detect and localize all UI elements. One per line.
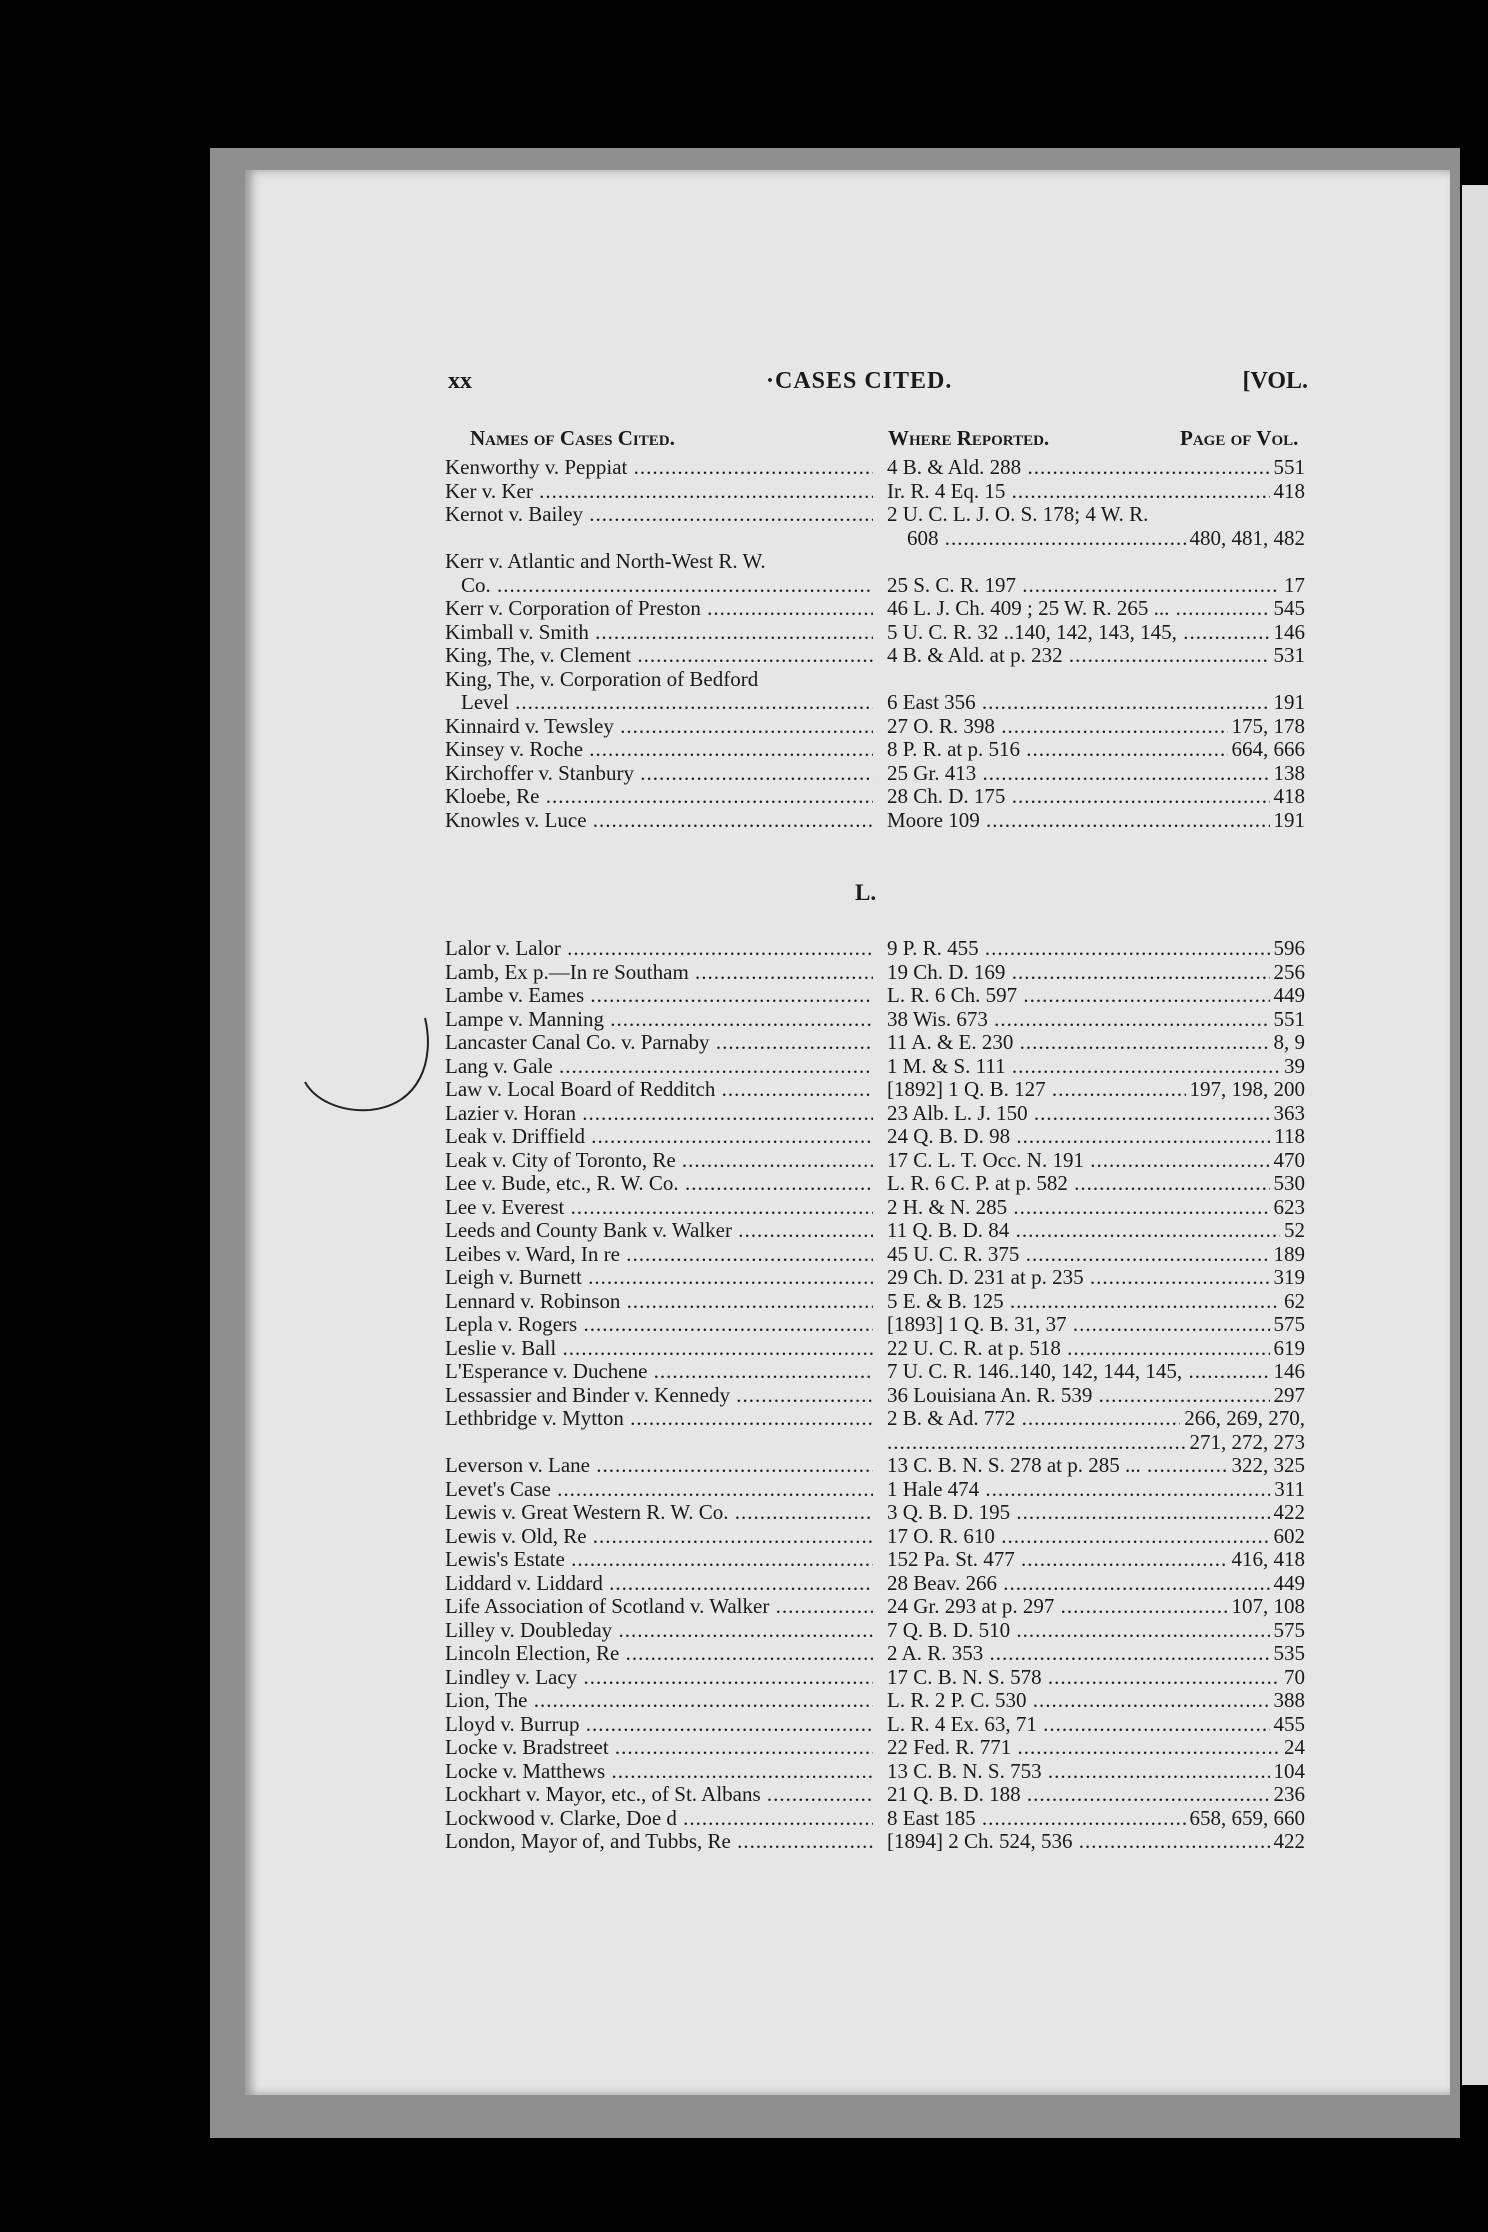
table-row [445,1384,1305,1408]
where-reported: L. R. 2 P. C. 530 ..... [887,1689,1305,1713]
volume-marker: [VOL. [1242,368,1308,394]
page-of-volume: 271, 272, 273 [1186,1431,1306,1455]
table-row [445,1807,1305,1831]
where-reported: 2 B. & Ad. 772 ..... [887,1407,1305,1431]
page-of-volume: 480, 481, 482 [1186,527,1306,551]
case-name: Leibes v. Ward, In re ..... [445,1243,873,1267]
where-reported: 6 East 356 ..... [887,691,1305,715]
where-reported: 4 B. & Ald. 288 ..... [887,456,1305,480]
table-row [445,1760,1305,1784]
case-name: Leak v. Driffield ..... [445,1125,873,1149]
where-reported: 2 A. R. 353 ..... [887,1642,1305,1666]
case-name: Lockwood v. Clarke, Doe d ..... [445,1807,873,1831]
page-of-volume: 236 [1270,1783,1306,1807]
case-name: Liddard v. Liddard ..... [445,1572,873,1596]
where-reported: 2 U. C. L. J. O. S. 178; 4 W. R. [887,503,1149,526]
case-name: Levet's Case ..... [445,1478,873,1502]
case-name: Lambe v. Eames ..... [445,984,873,1008]
where-reported: [1893] 1 Q. B. 31, 37 ..... [887,1313,1305,1337]
table-row [445,527,1305,551]
pen-annotation-mark [300,1010,440,1120]
table-row [445,1125,1305,1149]
case-name: Lampe v. Manning ..... [445,1008,873,1032]
table-row [445,456,1305,480]
table-row [445,1713,1305,1737]
where-reported: 9 P. R. 455 ..... [887,937,1305,961]
page-of-volume: 535 [1270,1642,1306,1666]
where-reported: 36 Louisiana An. R. 539 ..... [887,1384,1305,1408]
table-row [445,1478,1305,1502]
where-reported: 3 Q. B. D. 195 ..... [887,1501,1305,1525]
page-of-volume: 52 [1280,1219,1305,1243]
case-name: Lancaster Canal Co. v. Parnaby ..... [445,1031,873,1055]
page-of-volume: 416, 418 [1228,1548,1306,1572]
table-row [445,1360,1305,1384]
where-reported: 8 P. R. at p. 516 ..... [887,738,1305,762]
where-reported: 608 ..... [907,527,1305,551]
table-row [445,1078,1305,1102]
where-reported: 17 C. B. N. S. 578 ..... [887,1666,1305,1690]
where-reported: L. R. 6 C. P. at p. 582 ..... [887,1172,1305,1196]
where-reported: 22 U. C. R. at p. 518 ..... [887,1337,1305,1361]
page-of-volume: 422 [1270,1830,1306,1854]
where-reported: 22 Fed. R. 771 ..... [887,1736,1305,1760]
table-row [445,1337,1305,1361]
adjacent-page-edge [1462,185,1488,2085]
page-of-volume: 418 [1270,480,1306,504]
where-reported: 152 Pa. St. 477 ..... [887,1548,1305,1572]
case-name: Law v. Local Board of Redditch ..... [445,1078,873,1102]
page-of-volume: 319 [1270,1266,1306,1290]
table-row [445,809,1305,833]
table-row [445,1572,1305,1596]
page-of-volume: 197, 198, 200 [1186,1078,1306,1102]
where-reported: [1894] 2 Ch. 524, 536 ..... [887,1830,1305,1854]
table-row [445,550,1305,574]
page-of-volume: 422 [1270,1501,1306,1525]
case-name: Lessassier and Binder v. Kennedy ..... [445,1384,873,1408]
page-of-volume: 575 [1270,1313,1306,1337]
page-of-volume: 418 [1270,785,1306,809]
page-of-volume: 297 [1270,1384,1306,1408]
case-name: Lloyd v. Burrup ..... [445,1713,873,1737]
case-name: Leak v. City of Toronto, Re ..... [445,1149,873,1173]
case-name: Lockhart v. Mayor, etc., of St. Albans ..... [445,1783,873,1807]
page-of-volume: 189 [1270,1243,1306,1267]
table-row [445,937,1305,961]
case-name: Lalor v. Lalor ..... [445,937,873,961]
table-row [445,1783,1305,1807]
where-reported: 8 East 185 ..... [887,1807,1305,1831]
where-reported: 29 Ch. D. 231 at p. 235 ..... [887,1266,1305,1290]
page-of-volume: 602 [1270,1525,1306,1549]
case-name: King, The, v. Corporation of Bedford [445,667,759,691]
where-reported: 11 A. & E. 230 ..... [887,1031,1305,1055]
page-of-volume: 531 [1270,644,1306,668]
table-row [445,1266,1305,1290]
page-of-volume: 191 [1270,809,1306,833]
where-reported: 11 Q. B. D. 84 ..... [887,1219,1305,1243]
case-name: Leslie v. Ball ..... [445,1337,873,1361]
case-name: Kirchoffer v. Stanbury ..... [445,762,873,786]
page-of-volume: 363 [1270,1102,1306,1126]
page-of-volume: 623 [1270,1196,1306,1220]
table-row [445,1595,1305,1619]
table-row [445,1548,1305,1572]
page-of-volume: 596 [1270,937,1306,961]
page-of-volume: 530 [1270,1172,1306,1196]
table-row [445,1172,1305,1196]
where-reported: 38 Wis. 673 ..... [887,1008,1305,1032]
page-of-volume: 470 [1270,1149,1306,1173]
table-row [445,1642,1305,1666]
case-name: Lang v. Gale ..... [445,1055,873,1079]
where-reported: Moore 109 ..... [887,809,1305,833]
case-name: Lazier v. Horan ..... [445,1102,873,1126]
table-row [445,1149,1305,1173]
case-name: Lewis's Estate ..... [445,1548,873,1572]
table-row [445,480,1305,504]
page-of-volume: 664, 666 [1228,738,1306,762]
where-reported: 5 E. & B. 125 ..... [887,1290,1305,1314]
table-row [445,1736,1305,1760]
table-row [445,668,1305,692]
case-name: Kenworthy v. Peppiat ..... [445,456,873,480]
case-name: Kinsey v. Roche ..... [445,738,873,762]
where-reported: Ir. R. 4 Eq. 15 ..... [887,480,1305,504]
page-of-volume: 175, 178 [1228,715,1306,739]
where-reported: 1 Hale 474 ..... [887,1478,1305,1502]
where-reported: 7 Q. B. D. 510 ..... [887,1619,1305,1643]
case-name: Lee v. Everest ..... [445,1196,873,1220]
page-of-volume: 70 [1280,1666,1305,1690]
table-row [445,1196,1305,1220]
where-reported: L. R. 4 Ex. 63, 71 ..... [887,1713,1305,1737]
where-reported: 4 B. & Ald. at p. 232 ..... [887,644,1305,668]
case-name: Leigh v. Burnett ..... [445,1266,873,1290]
page-of-volume: 266, 269, 270, [1180,1407,1305,1431]
where-reported: 5 U. C. R. 32 ..140, 142, 143, 145, ..... [887,621,1305,645]
table-row [445,503,1305,527]
page-of-volume: 658, 659, 660 [1186,1807,1306,1831]
running-header [448,368,1308,408]
where-reported: 13 C. B. N. S. 753 ..... [887,1760,1305,1784]
page-of-volume: 619 [1270,1337,1306,1361]
table-row [445,574,1305,598]
case-name: Lincoln Election, Re ..... [445,1642,873,1666]
section-heading-l: L. [855,880,877,905]
table-row [445,785,1305,809]
where-reported: 25 Gr. 413 ..... [887,762,1305,786]
table-row [445,1243,1305,1267]
page-of-volume: 575 [1270,1619,1306,1643]
page-of-volume: 118 [1270,1125,1305,1149]
where-reported: 13 C. B. N. S. 278 at p. 285 ... ..... [887,1454,1305,1478]
table-row [445,762,1305,786]
page-of-volume: 449 [1270,1572,1306,1596]
case-name: Knowles v. Luce ..... [445,809,873,833]
table-row [445,691,1305,715]
where-reported: [1892] 1 Q. B. 127 ..... [887,1078,1305,1102]
page-of-volume: 146 [1270,1360,1306,1384]
page-of-volume: 138 [1270,762,1306,786]
page-of-volume: 455 [1270,1713,1306,1737]
where-reported: 1 M. & S. 111 ..... [887,1055,1305,1079]
case-name: Kinnaird v. Tewsley ..... [445,715,873,739]
table-row [445,1008,1305,1032]
page-of-volume: 191 [1270,691,1306,715]
where-reported: 24 Q. B. D. 98 ..... [887,1125,1305,1149]
table-row [445,1407,1305,1431]
where-reported: 23 Alb. L. J. 150 ..... [887,1102,1305,1126]
where-reported: 28 Beav. 266 ..... [887,1572,1305,1596]
table-row [445,1689,1305,1713]
table-row [445,1313,1305,1337]
case-name: Kerr v. Atlantic and North-West R. W. [445,550,766,573]
table-row [445,1830,1305,1854]
case-name: Leeds and County Bank v. Walker ..... [445,1219,873,1243]
case-name: Locke v. Matthews ..... [445,1760,873,1784]
where-reported: 28 Ch. D. 175 ..... [887,785,1305,809]
case-name: Co. ..... [461,574,873,598]
column-header-where: Where Reported. [888,426,1050,450]
case-name: Lilley v. Doubleday ..... [445,1619,873,1643]
table-row [445,1290,1305,1314]
case-name: Locke v. Bradstreet ..... [445,1736,873,1760]
page-of-volume: 551 [1270,456,1306,480]
table-row [445,1619,1305,1643]
where-reported: 24 Gr. 293 at p. 297 ..... [887,1595,1305,1619]
case-name: Lamb, Ex p.—In re Southam ..... [445,961,873,985]
where-reported: 21 Q. B. D. 188 ..... [887,1783,1305,1807]
page-of-volume: 449 [1270,984,1306,1008]
case-name: Lewis v. Great Western R. W. Co. ..... [445,1501,873,1525]
case-name: Lennard v. Robinson ..... [445,1290,873,1314]
page-of-volume: 388 [1270,1689,1306,1713]
case-name: Life Association of Scotland v. Walker ..... [445,1595,873,1619]
page-of-volume: 545 [1270,597,1306,621]
table-row [445,1219,1305,1243]
page-of-volume: 24 [1280,1736,1305,1760]
case-name: King, The, v. Clement ..... [445,644,873,668]
case-name: Lepla v. Rogers ..... [445,1313,873,1337]
table-row [445,597,1305,621]
case-name: Ker v. Ker ..... [445,480,873,504]
page-of-volume: 322, 325 [1228,1454,1306,1478]
table-row [445,1031,1305,1055]
where-reported: 46 L. J. Ch. 409 ; 25 W. R. 265 ... ..... [887,597,1305,621]
page-of-volume: 17 [1280,574,1305,598]
table-row [445,621,1305,645]
page-of-volume: 256 [1270,961,1306,985]
where-reported: 25 S. C. R. 197 ..... [887,574,1305,598]
table-row [445,1055,1305,1079]
where-reported: 17 C. L. T. Occ. N. 191 ..... [887,1149,1305,1173]
case-name: Lee v. Bude, etc., R. W. Co. ..... [445,1172,873,1196]
page-of-volume: 107, 108 [1228,1595,1306,1619]
table-row [445,1666,1305,1690]
page-of-volume: 104 [1270,1760,1306,1784]
page-of-volume: 62 [1280,1290,1305,1314]
case-name: Kerr v. Corporation of Preston ..... [445,597,873,621]
where-reported: 17 O. R. 610 ..... [887,1525,1305,1549]
table-row [445,984,1305,1008]
table-row [445,1501,1305,1525]
where-reported: 45 U. C. R. 375 ..... [887,1243,1305,1267]
column-header-names: Names of Cases Cited. [470,426,675,450]
case-name: Lewis v. Old, Re ..... [445,1525,873,1549]
where-reported: 19 Ch. D. 169 ..... [887,961,1305,985]
table-row [445,961,1305,985]
table-row [445,1454,1305,1478]
section-l-table [445,937,1305,1854]
page-of-volume: 146 [1270,621,1306,645]
page-title: ·CASES CITED. [766,368,953,394]
page-of-volume: 39 [1280,1055,1305,1079]
where-reported: L. R. 6 Ch. 597 ..... [887,984,1305,1008]
case-name: London, Mayor of, and Tubbs, Re ..... [445,1830,873,1854]
table-row [445,1431,1305,1455]
case-name: Leverson v. Lane ..... [445,1454,873,1478]
case-name: Lion, The ..... [445,1689,873,1713]
page-of-volume: 8, 9 [1270,1031,1306,1055]
case-name: Lindley v. Lacy ..... [445,1666,873,1690]
table-row [445,738,1305,762]
table-row [445,1102,1305,1126]
section-k-table [445,456,1305,832]
column-header-page: Page of Vol. [1180,426,1299,450]
case-name: Level ..... [461,691,873,715]
case-name: Kernot v. Bailey ..... [445,503,873,527]
case-name: Kimball v. Smith ..... [445,621,873,645]
page-number: xx [448,368,472,394]
table-row [445,644,1305,668]
table-row [445,1525,1305,1549]
table-row [445,715,1305,739]
case-name: Kloebe, Re ..... [445,785,873,809]
where-reported: 7 U. C. R. 146..140, 142, 144, 145, ..... [887,1360,1305,1384]
where-reported: 27 O. R. 398 ..... [887,715,1305,739]
where-reported: 2 H. & N. 285 ..... [887,1196,1305,1220]
page-of-volume: 551 [1270,1008,1306,1032]
case-name: L'Esperance v. Duchene ..... [445,1360,873,1384]
page-of-volume: 311 [1270,1478,1305,1502]
case-name: Lethbridge v. Mytton ..... [445,1407,873,1431]
